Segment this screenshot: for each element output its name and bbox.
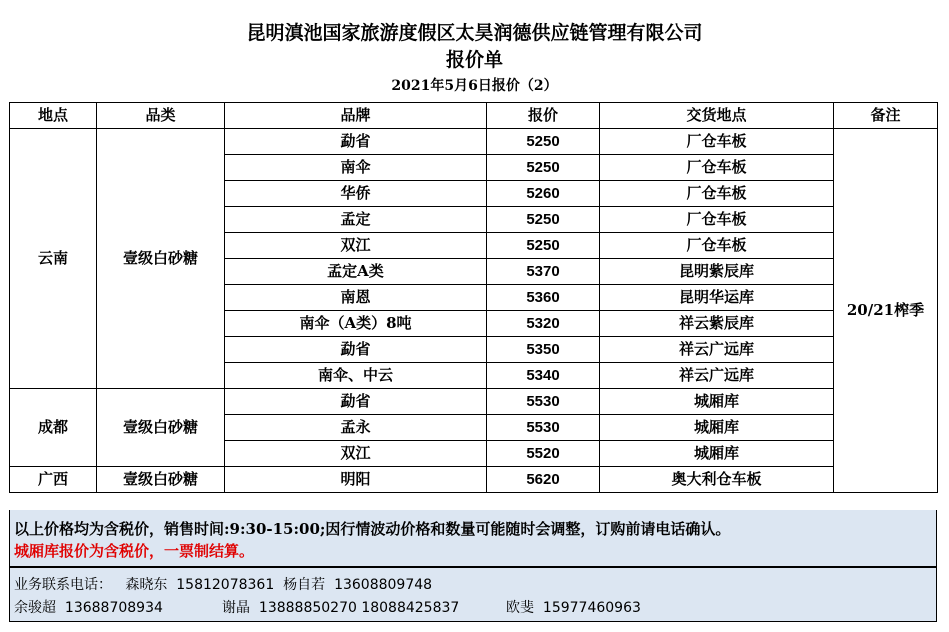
brand-cell: 南伞（A类）8吨 xyxy=(225,311,487,337)
contact-phone: 13888850270 18088425837 xyxy=(258,600,460,616)
remark-cell: 20/21榨季 xyxy=(834,129,938,493)
delivery-cell: 昆明华运库 xyxy=(600,285,834,311)
contact-label: 业务联系电话： xyxy=(14,577,112,593)
brand-cell: 孟定A类 xyxy=(225,259,487,285)
delivery-cell: 祥云紫辰库 xyxy=(600,311,834,337)
price-cell: 5530 xyxy=(487,415,600,441)
brand-cell: 双江 xyxy=(225,441,487,467)
document-title: 报价单 xyxy=(445,49,503,71)
header-delivery: 交货地点 xyxy=(600,103,834,129)
delivery-cell: 厂仓车板 xyxy=(600,207,834,233)
contact-phone: 15812078361 xyxy=(176,577,275,593)
delivery-cell: 厂仓车板 xyxy=(600,129,834,155)
brand-cell: 南伞、中云 xyxy=(225,363,487,389)
contacts-panel xyxy=(9,567,937,622)
price-cell: 5250 xyxy=(487,233,600,259)
price-cell: 5350 xyxy=(487,337,600,363)
header-location: 地点 xyxy=(10,103,97,129)
price-cell: 5250 xyxy=(487,129,600,155)
price-cell: 5530 xyxy=(487,389,600,415)
category-cell: 壹级白砂糖 xyxy=(97,467,225,493)
table-row xyxy=(10,467,938,493)
location-cell: 广西 xyxy=(10,467,97,493)
settlement-note: 城厢库报价为含税价，一票制结算。 xyxy=(14,542,255,560)
location-cell: 成都 xyxy=(10,389,97,467)
contact-phone: 13688708934 xyxy=(64,600,163,616)
brand-cell: 勐省 xyxy=(225,129,487,155)
price-cell: 5620 xyxy=(487,467,600,493)
header-brand: 品牌 xyxy=(225,103,487,129)
delivery-cell: 厂仓车板 xyxy=(600,233,834,259)
category-cell: 壹级白砂糖 xyxy=(97,389,225,467)
price-cell: 5250 xyxy=(487,155,600,181)
notes-panel xyxy=(9,510,937,567)
contact-name: 森晓东 xyxy=(125,577,168,593)
price-cell: 5370 xyxy=(487,259,600,285)
contact-name: 谢晶 xyxy=(222,600,250,616)
price-note: 以上价格均为含税价，销售时间:9:30-15:00;因行情波动价格和数量可能随时会调整，订购前请电话确认。 xyxy=(14,520,731,538)
price-table xyxy=(9,102,938,493)
location-cell: 云南 xyxy=(10,129,97,389)
header-remark: 备注 xyxy=(834,103,938,129)
table-row xyxy=(10,129,938,155)
brand-cell: 南恩 xyxy=(225,285,487,311)
delivery-cell: 昆明紫辰库 xyxy=(600,259,834,285)
contact-entry xyxy=(14,597,163,617)
brand-cell: 双江 xyxy=(225,233,487,259)
contact-entry xyxy=(222,597,459,617)
price-cell: 5520 xyxy=(487,441,600,467)
contact-line-1 xyxy=(14,574,432,594)
delivery-cell: 祥云广远库 xyxy=(600,363,834,389)
delivery-cell: 城厢库 xyxy=(600,389,834,415)
brand-cell: 孟定 xyxy=(225,207,487,233)
contact-entry xyxy=(506,597,641,617)
price-cell: 5320 xyxy=(487,311,600,337)
price-cell: 5260 xyxy=(487,181,600,207)
price-cell: 5250 xyxy=(487,207,600,233)
brand-cell: 南伞 xyxy=(225,155,487,181)
delivery-cell: 奥大利仓车板 xyxy=(600,467,834,493)
delivery-cell: 城厢库 xyxy=(600,415,834,441)
table-row xyxy=(10,389,938,415)
contact-name: 余骏超 xyxy=(14,600,56,616)
category-cell: 壹级白砂糖 xyxy=(97,129,225,389)
contact-phone: 13608809748 xyxy=(334,577,433,593)
header-price: 报价 xyxy=(487,103,600,129)
brand-cell: 勐省 xyxy=(225,389,487,415)
header-category: 品类 xyxy=(97,103,225,129)
contact-name: 杨自若 xyxy=(283,577,326,593)
brand-cell: 华侨 xyxy=(225,181,487,207)
brand-cell: 孟永 xyxy=(225,415,487,441)
delivery-cell: 祥云广远库 xyxy=(600,337,834,363)
table-header-row xyxy=(10,103,938,129)
delivery-cell: 厂仓车板 xyxy=(600,181,834,207)
price-cell: 5340 xyxy=(487,363,600,389)
company-name: 昆明滇池国家旅游度假区太昊润德供应链管理有限公司 xyxy=(246,22,703,44)
delivery-cell: 城厢库 xyxy=(600,441,834,467)
quote-date: 2021年5月6日报价（2） xyxy=(391,78,558,94)
delivery-cell: 厂仓车板 xyxy=(600,155,834,181)
brand-cell: 勐省 xyxy=(225,337,487,363)
contact-name: 欧斐 xyxy=(506,600,534,616)
contact-phone: 15977460963 xyxy=(542,600,641,616)
price-cell: 5360 xyxy=(487,285,600,311)
brand-cell: 明阳 xyxy=(225,467,487,493)
